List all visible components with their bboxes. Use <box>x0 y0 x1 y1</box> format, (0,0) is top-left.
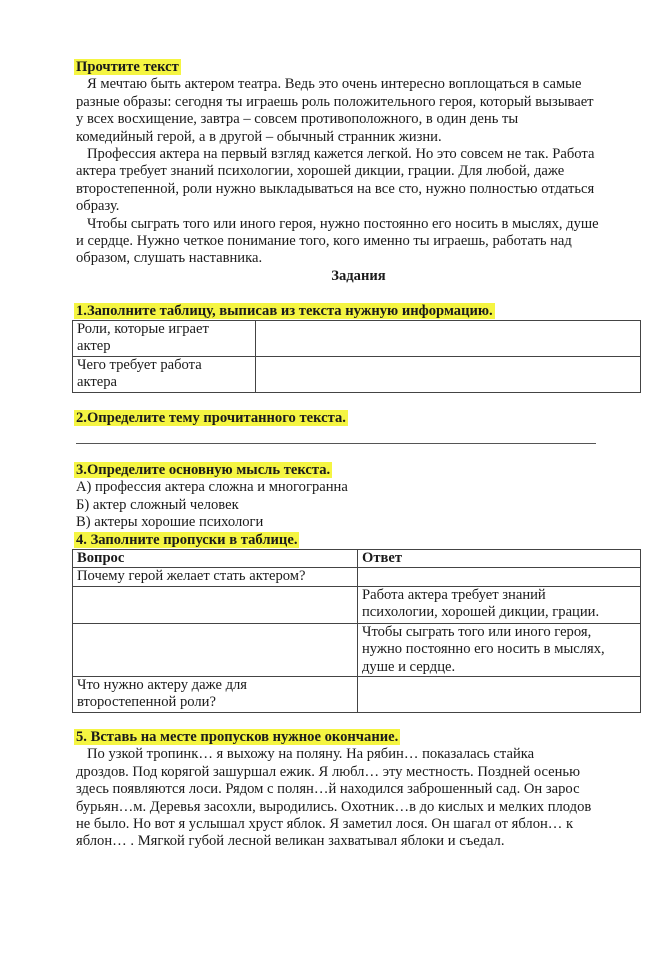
answer-line[interactable] <box>76 443 596 444</box>
task5 <box>76 729 646 851</box>
answer-cell[interactable] <box>358 568 641 586</box>
text-line: второстепенной, роли нужно выкладываться на все сто, нужно полностью отдаться <box>76 180 595 197</box>
cell-text: душе и сердце. <box>362 658 456 675</box>
option-c[interactable]: В) актеры хорошие психологи <box>76 514 264 531</box>
question-cell <box>73 568 358 586</box>
text-line: яблон… . Мягкой губой лесной великан захватывал яблоки и съедал. <box>76 833 505 850</box>
cell-text: Чего требует работа <box>77 357 202 373</box>
text-line: актера требует знаний психологии, хорошей дикции, грации. Для любой, даже <box>76 163 565 180</box>
reading-section <box>76 59 646 268</box>
cell-text: актера <box>77 374 118 391</box>
question-cell[interactable] <box>73 586 358 623</box>
text-line: не было. Но вот я услышал хруст яблок. Я заметил лося. Он шагал от яблон… к <box>76 816 574 833</box>
cell-text: психологии, хорошей дикции, грации. <box>362 604 600 621</box>
text-line: бурьян…м. Деревья засохли, выродились. Охотник…в до кислых и мелких плодов <box>76 798 592 815</box>
answer-cell[interactable] <box>256 357 641 393</box>
task4-table <box>72 549 641 713</box>
read-heading: Прочтите текст <box>76 59 179 75</box>
cell-text: нужно постоянно его носить в мыслях, <box>362 641 605 658</box>
cell-text: Роли, которые играет <box>77 321 209 337</box>
question-cell[interactable] <box>73 623 358 676</box>
task3 <box>76 462 646 532</box>
task3-heading: 3.Определите основную мысль текста. <box>76 462 331 478</box>
paragraph-1 <box>76 76 646 146</box>
text-line: и сердце. Нужно четкое понимание того, кого именно ты играешь, работать над <box>76 233 572 250</box>
text-line: комедийный герой, а в другой – обычный странник жизни. <box>76 128 442 145</box>
task1-heading-wrap <box>76 303 646 320</box>
task5-heading: 5. Вставь на месте пропусков нужное окончание. <box>76 729 399 745</box>
col-header-question: Вопрос <box>73 550 358 568</box>
answer-cell <box>358 623 641 676</box>
task2-heading-wrap <box>76 410 646 427</box>
text-line: здесь появляются лоси. Рядом с полян…й находился заброшенный сад. Он зарос <box>76 781 580 798</box>
cell-text: Что нужно актеру даже для <box>77 677 247 694</box>
task1-table <box>72 320 641 393</box>
answer-cell <box>358 586 641 623</box>
cell-text: Почему герой желает стать актером? <box>77 568 306 585</box>
text-line: По узкой тропинк… я выхожу на поляну. На рябин… показалась стайка <box>87 746 535 763</box>
table-cell <box>73 357 256 393</box>
text-line: образом, слушать наставника. <box>76 250 263 267</box>
task4-heading: 4. Заполните пропуски в таблице. <box>76 532 298 548</box>
task1-heading: 1.Заполните таблицу, выписав из текста нужную информацию. <box>76 303 493 319</box>
tasks-heading: Задания <box>331 268 386 284</box>
text-line: Я мечтаю быть актером театра. Ведь это очень интересно воплощаться в самые <box>87 76 582 93</box>
option-b[interactable]: Б) актер сложный человек <box>76 496 239 513</box>
cell-text: второстепенной роли? <box>77 694 216 711</box>
text-line: у всех восхищение, завтра – совсем противоположного, в один день ты <box>76 111 519 128</box>
text-line: образу. <box>76 198 120 215</box>
col-header-answer: Ответ <box>358 550 641 568</box>
cell-text: Чтобы сыграть того или иного героя, <box>362 623 592 640</box>
text-line: разные образы: сегодня ты играешь роль положительного героя, который вызывает <box>76 93 594 110</box>
cell-text: Работа актера требует знаний <box>362 586 546 603</box>
paragraph-3 <box>76 216 646 268</box>
question-cell <box>73 677 358 713</box>
table-cell <box>73 321 256 357</box>
text-line: Чтобы сыграть того или иного героя, нужно постоянно его носить в мыслях, душе <box>87 215 599 232</box>
cell-text: актер <box>77 338 111 355</box>
task2-heading: 2.Определите тему прочитанного текста. <box>76 410 346 426</box>
text-line: дроздов. Под корягой зашуршал ежик. Я любл… эту местность. Поздней осенью <box>76 763 580 780</box>
answer-cell[interactable] <box>256 321 641 357</box>
task4-heading-wrap <box>76 532 646 549</box>
answer-cell[interactable] <box>358 677 641 713</box>
paragraph-2 <box>76 146 646 216</box>
option-a[interactable]: А) профессия актера сложна и многогранна <box>76 479 348 496</box>
text-line: Профессия актера на первый взгляд кажется легкой. Но это совсем не так. Работа <box>87 146 595 163</box>
